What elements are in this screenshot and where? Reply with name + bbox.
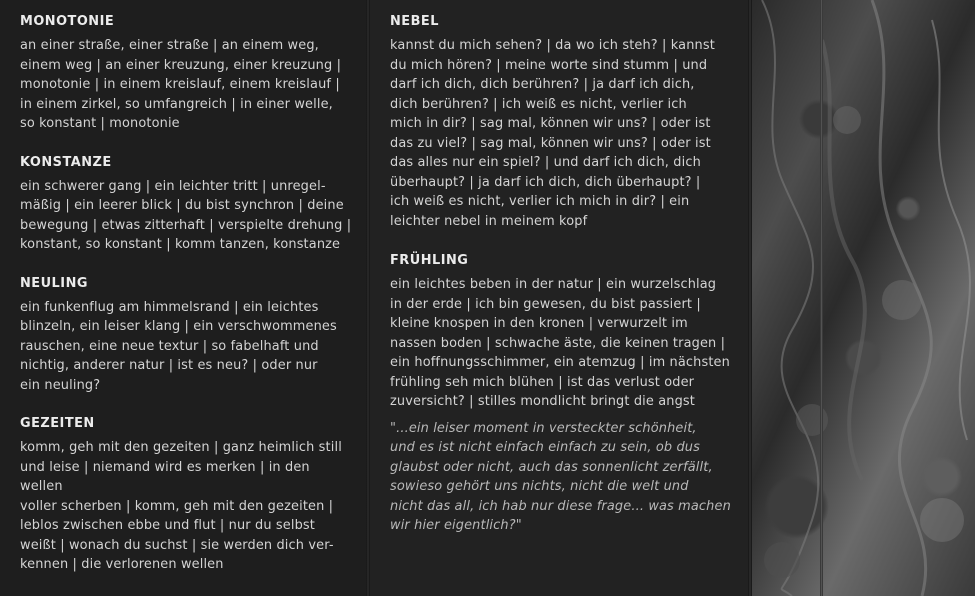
song-title: NEULING [20, 275, 88, 291]
lyrics-column-middle [390, 13, 735, 536]
cover-artwork-panel [752, 0, 975, 596]
song-title: KONSTANZE [20, 154, 112, 170]
song-fruehling [390, 252, 735, 536]
song-title: MONOTONIE [20, 14, 115, 29]
song-lyrics: ein funkenflug am himmelsrand | ein leichtes blinzeln, ein leiser klang | ein verschwommenes rauschen, eine neue textur | so fabelhaft und nichtig, anderer natur | ist es neu? | oder nur ein neuling? [20, 299, 337, 393]
song-nebel [390, 13, 735, 231]
song-lyrics: komm, geh mit den gezeiten | ganz heimlich still und leise | niemand wird es merken | in den wellen voller scherben | komm, geh mit den gezeiten | leblos zwischen ebbe und flut | nur du selbst weißt | wonach du suchst | sie werden dich ver- kennen | die verlorenen wellen [20, 440, 342, 572]
song-quote: "...ein leiser moment in versteckter schönheit, und es ist nicht einfach einfach zu sein, ob dus glaubst oder nicht, auch das sonnenlicht zerfällt, sowieso gehört uns nichts, nicht die welt und nicht das all, ich hab nur diese frage... was machen wir hier eigentlich?" [390, 420, 731, 533]
fold-line [748, 0, 752, 596]
song-title: GEZEITEN [20, 416, 95, 431]
song-konstanze [20, 154, 356, 255]
song-gezeiten [20, 415, 356, 575]
song-monotonie [20, 13, 356, 134]
song-title: FRÜHLING [390, 253, 469, 268]
song-lyrics: an einer straße, einer straße | an einem weg, einem weg | an einer kreuzung, einer kreuzung | monotonie | in einem kreislauf, einem kreislauf | in einem zirkel, so umfangreich | in einer welle, so konstant | monotonie [20, 38, 342, 131]
song-lyrics: ein schwerer gang | ein leichter tritt | unregel- mäßig | ein leerer blick | du bist synchron | deine bewegung | etwas zitterhaft | verspielte drehung | konstant, so konstant | komm tanzen, konstanze [20, 178, 352, 252]
artwork-texture [752, 0, 975, 596]
fold-line [366, 0, 370, 596]
lyrics-column-left [20, 13, 356, 575]
song-lyrics: kannst du mich sehen? | da wo ich steh? | kannst du mich hören? | meine worte sind stumm | und darf ich dich, dich berühren? | ja darf ich dich, dich berühren? | ich weiß es nicht, verlier ich mich in dir? | sag mal, können wir uns? | oder ist das zu viel? | sag mal, können wir uns? | oder ist das alles nur ein spiel? | und darf ich dich, dich überhaupt? | ja darf ich dich, dich überhaupt? | ich weiß es nicht, verlier ich mich in dir? | ein leichter nebel in meinem kopf [390, 38, 715, 229]
song-title: NEBEL [390, 14, 439, 29]
song-lyrics: ein leichtes beben in der natur | ein wurzelschlag in der erde | ich bin gewesen, du bist passiert | kleine knospen in den kronen | verwurzelt im nassen boden | schwache äste, die keinen tragen | ein hoffnungsschimmer, ein atemzug | im nächsten frühling seh mich blühen | ist das verlust oder zuversicht? | stilles mondlicht bringt die angst [390, 277, 730, 409]
fold-line [820, 0, 823, 596]
song-neuling [20, 275, 356, 396]
